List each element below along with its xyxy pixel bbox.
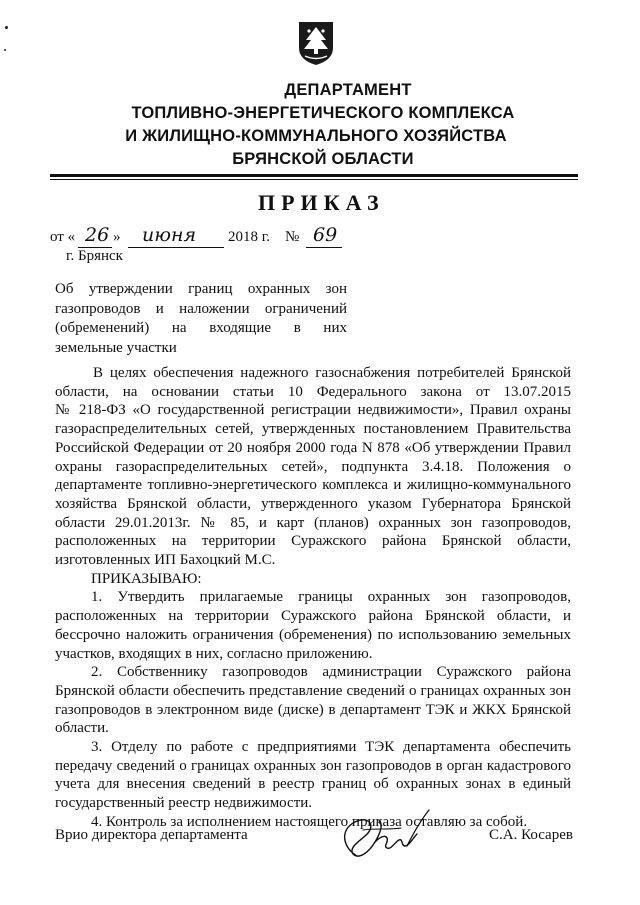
body-line: Российской Федерации от 20 ноября 2000 года N 878 «Об утверждении Правил	[55, 439, 571, 456]
order-number: 69	[313, 224, 338, 246]
number-underline	[306, 247, 342, 248]
body-line: хозяйства Брянской области, утвержденного указом Губернатора Брянской	[55, 495, 571, 512]
order-month: июня	[142, 224, 197, 246]
body-line: изготовленных ИП Бахоцкий М.С.	[55, 552, 276, 569]
header-rule-thin	[50, 179, 578, 180]
scan-speck	[4, 49, 6, 51]
body-line: расположенных на территории Суражского района Брянской области, и	[55, 608, 571, 625]
subject-line: Об утверждении границ охранных зон	[55, 281, 347, 297]
subject-line: (обременений) на входящие в них	[55, 320, 347, 336]
order-year: 2018 г.	[228, 229, 270, 245]
month-underline	[128, 247, 224, 248]
body-line: расположенных на территории Суражского района Брянской области,	[55, 533, 571, 550]
date-prefix: от «	[50, 229, 76, 245]
header-rule-thick	[50, 174, 578, 177]
department-line-1: ДЕПАРТАМЕНТ	[284, 81, 412, 99]
body-line: участков, входящих в них, согласно приложению.	[55, 645, 373, 662]
order-number-sign: №	[285, 229, 300, 245]
body-line: 2. Собственнику газопроводов администрации Суражского района	[91, 664, 571, 681]
subject-line: земельные участки	[55, 339, 177, 356]
body-line: В целях обеспечения надежного газоснабжения потребителей Брянской	[93, 365, 571, 381]
subject-line: газопроводов и наложении ограничений	[55, 300, 347, 317]
body-line: газопроводов в электронном виде (диске) в департамент ТЭК и ЖКХ Брянской	[55, 701, 571, 718]
order-directive: ПРИКАЗЫВАЮ:	[91, 570, 202, 587]
signer-name: С.А. Косарев	[489, 827, 573, 843]
body-line: № 218-ФЗ «О государственной регистрации недвижимости», Правил охраны	[55, 402, 571, 419]
order-day: 26	[85, 224, 110, 246]
body-line: государственный реестр недвижимости.	[55, 795, 313, 812]
order-body	[55, 364, 571, 832]
body-line: департаменте топливно-энергетического комплекса и жилищно-коммунального	[55, 477, 571, 494]
order-title: ПРИКАЗ	[258, 190, 385, 215]
body-line: области, на основании статьи 10 Федерального закона от 13.07.2015	[55, 383, 571, 400]
department-line-2: ТОПЛИВНО-ЭНЕРГЕТИЧЕСКОГО КОМПЛЕКСА	[131, 104, 515, 122]
order-subject	[55, 280, 347, 358]
coat-of-arms-icon	[297, 20, 335, 66]
order-city: г. Брянск	[66, 248, 123, 264]
date-quote-close: »	[113, 229, 121, 245]
body-line: области.	[55, 720, 109, 737]
scan-speck	[5, 26, 8, 29]
body-line: передачу сведений о границах охранных зон газопроводов в орган кадастрового	[55, 757, 571, 774]
body-line: 3. Отделу по работе с предприятиями ТЭК департамента обеспечить	[91, 739, 571, 756]
body-line: области 29.01.2013г. № 85, и карт (планов) охранных зон газопроводов,	[55, 514, 571, 531]
body-line: Брянской области обеспечить представление сведений о границах охранных зон	[55, 682, 571, 699]
body-line: бессрочно наложить ограничения (обременения) по использованию земельных	[55, 626, 571, 643]
body-line: 4. Контроль за исполнением настоящего приказа оставляю за собой.	[91, 813, 528, 830]
department-line-3: И ЖИЛИЩНО-КОММУНАЛЬНОГО ХОЗЯЙСТВА	[125, 127, 507, 145]
department-line-4: БРЯНСКОЙ ОБЛАСТИ	[232, 150, 414, 168]
body-line: охраны газораспределительных сетей», подпункта 3.4.18. Положения о	[55, 458, 571, 475]
body-line: газораспределительных сетей, утвержденных постановлением Правительства	[55, 421, 571, 438]
body-line: учета для внесения сведений в реестр границ об охранных зонах в единый	[55, 776, 571, 793]
handwritten-signature-icon	[335, 808, 433, 863]
body-line: 1. Утвердить прилагаемые границы охранных зон газопроводов,	[91, 589, 571, 606]
signer-title: Врио директора департамента	[55, 827, 248, 843]
